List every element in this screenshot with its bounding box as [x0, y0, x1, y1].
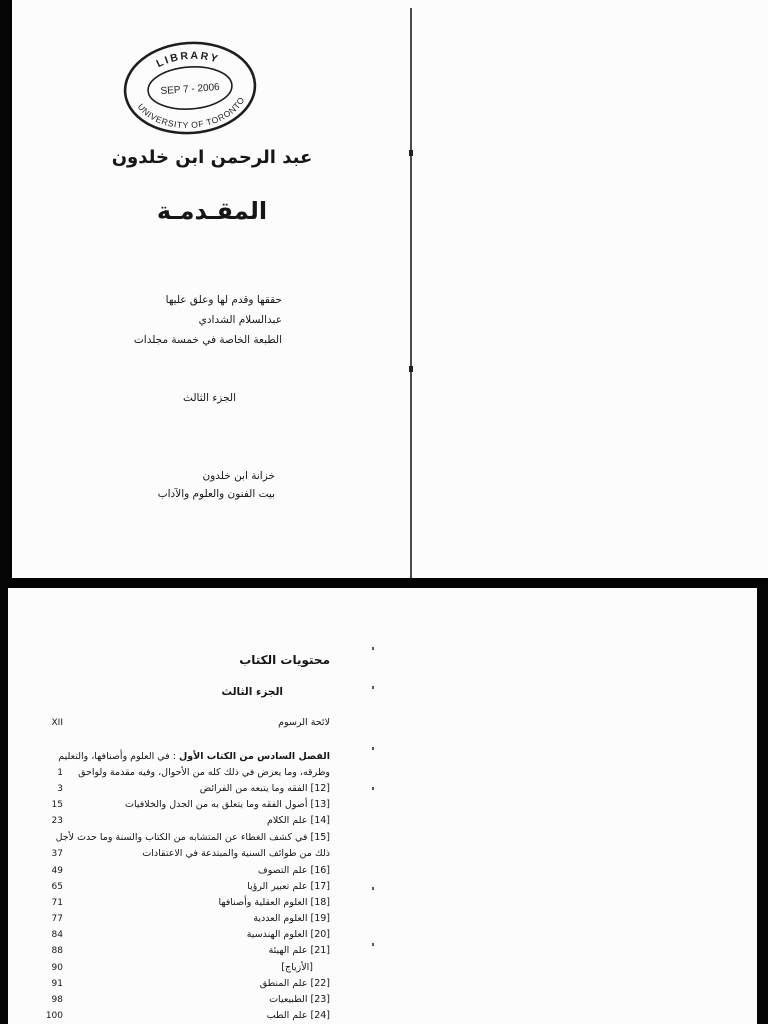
- stamp-bottom-text: UNIVERSITY OF TORONTO: [135, 94, 247, 131]
- margin-mark: [372, 943, 374, 946]
- toc-entry-title: لائحة الرسوم: [278, 717, 330, 728]
- margin-mark: [372, 887, 374, 890]
- toc-entry: [28, 895, 330, 911]
- toc-chapter-entry: [28, 749, 330, 781]
- margin-mark: [372, 747, 374, 750]
- toc-entry: [28, 879, 330, 895]
- toc-entry-title: [13] أصول الفقه وما يتعلق به من الجدل والخلافيات: [125, 799, 330, 810]
- contents-heading: محتويات الكتاب: [239, 653, 330, 667]
- toc-page-number: 90: [51, 963, 63, 973]
- margin-mark: [372, 686, 374, 689]
- toc-entry: [28, 960, 330, 976]
- toc-entry-title: [19] العلوم العددية: [253, 913, 330, 924]
- publisher-line: خزانة ابن خلدون: [202, 470, 275, 482]
- margin-mark: [372, 647, 374, 650]
- margin-mark: [372, 787, 374, 790]
- toc-entry-title: [28, 749, 330, 765]
- toc-page-number: XII: [51, 718, 63, 728]
- book-title: المقـدمـة: [156, 197, 268, 225]
- toc-entry: [28, 863, 330, 879]
- toc-entry: [28, 911, 330, 927]
- toc-entry: [28, 927, 330, 943]
- toc-entry: [28, 813, 330, 829]
- toc-entry: [28, 830, 330, 862]
- publisher-line: بيت الفنون والعلوم والآداب: [157, 488, 275, 500]
- toc-page-number: 15: [51, 800, 63, 810]
- scan-speck: [409, 366, 413, 372]
- scan-speck: [409, 150, 413, 156]
- toc-entry-title: [18] العلوم العقلية وأصنافها: [218, 897, 330, 908]
- toc-entry-title: [12] الفقه وما يتبعه من الفرائض: [199, 783, 330, 794]
- toc-entry-title: [22] علم المنطق: [259, 978, 330, 989]
- library-stamp: [120, 38, 260, 138]
- stamp-date: SEP 7 - 2006: [160, 81, 221, 98]
- toc-page-number: 98: [51, 995, 63, 1005]
- toc-entry-title: [21] علم الهيئة: [268, 945, 330, 956]
- chapter-lead: الفصل السادس من الكتاب الأول: [178, 751, 330, 762]
- toc-page-number: 23: [51, 816, 63, 826]
- author-name: عبد الرحمن ابن خلدون: [111, 147, 313, 168]
- publisher-credits: [55, 467, 275, 503]
- volume-label: الجزء الثالث: [183, 392, 236, 404]
- title-page: [12, 0, 768, 578]
- toc-entry-title: [15] في كشف الغطاء عن المتشابه من الكتاب والسنة وما حدث لأجل: [55, 832, 330, 843]
- toc-entry: [28, 992, 330, 1008]
- editor-line: الطبعة الخاصة في خمسة مجلدات: [133, 334, 282, 346]
- toc-entry: [28, 943, 330, 959]
- toc-entry-title: [14] علم الكلام: [266, 815, 330, 826]
- toc-entry: [28, 1008, 330, 1024]
- toc-entry-title-continued: وطرقه، وما يعرض في ذلك كله من الأحوال، وفيه مقدمة ولواحق: [78, 767, 330, 778]
- toc-entry: [28, 715, 330, 731]
- toc-entry-title: [16] علم التصوف: [257, 865, 330, 876]
- toc-page-number: 77: [51, 914, 63, 924]
- toc-entry: [28, 797, 330, 813]
- editor-line: عبدالسلام الشدادي: [198, 314, 282, 326]
- page-gutter-line: [410, 8, 412, 578]
- toc-page-number: 71: [51, 898, 63, 908]
- toc-page-number: 65: [51, 882, 63, 892]
- toc-entry-title: [17] علم تعبير الرؤيا: [247, 881, 330, 892]
- toc-page-number: 84: [51, 930, 63, 940]
- toc-page-number: 1: [57, 768, 63, 778]
- toc-entry-title-continued: ذلك من طوائف السنية والمبتدعة في الاعتقادات: [142, 848, 330, 859]
- contents-page: [8, 588, 757, 1024]
- toc-entry-title: [الأزياج]: [281, 962, 313, 973]
- toc-page-number: 88: [51, 946, 63, 956]
- toc-entry-title: [20] العلوم الهندسية: [246, 929, 330, 940]
- editor-credits: [62, 290, 282, 350]
- toc-page-number: 3: [57, 784, 63, 794]
- toc-entry-title: [23] الطبيعيات: [269, 994, 330, 1005]
- toc-entry: [28, 976, 330, 992]
- chapter-title-rest: : في العلوم وأصنافها، والتعليم: [58, 751, 176, 762]
- toc-entry-title: [24] علم الطب: [266, 1010, 330, 1021]
- contents-volume: الجزء الثالث: [221, 686, 283, 698]
- toc-page-number: 49: [51, 866, 63, 876]
- stamp-top-text: LIBRARY: [154, 49, 222, 71]
- toc-entry: [28, 781, 330, 797]
- toc-page-number: 91: [51, 979, 63, 989]
- editor-line: حققها وقدم لها وعلق عليها: [165, 294, 282, 306]
- toc-page-number: 37: [51, 849, 63, 859]
- toc-page-number: 100: [45, 1011, 63, 1021]
